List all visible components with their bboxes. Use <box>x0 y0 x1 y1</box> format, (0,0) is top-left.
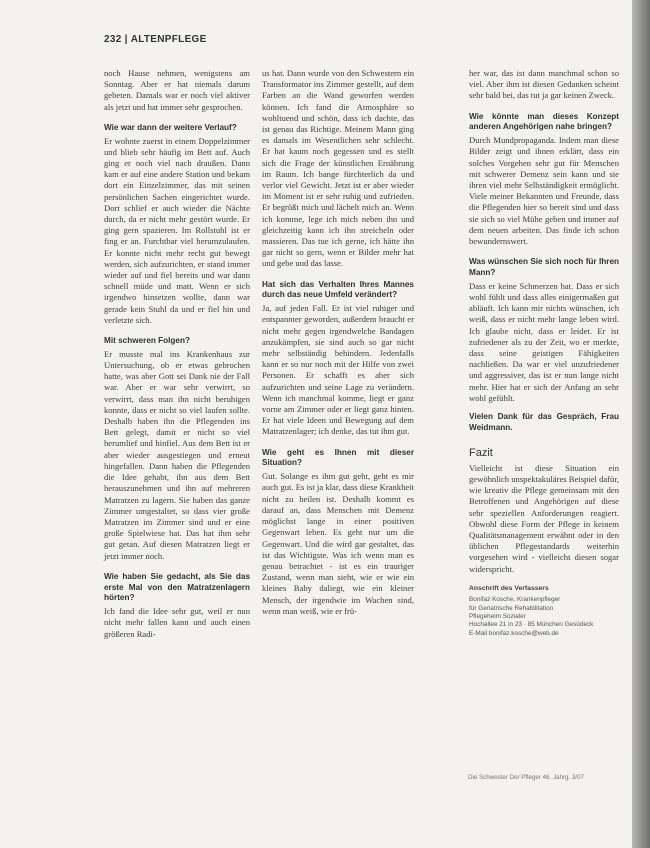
question-heading: Wie haben Sie gedacht, als Sie das erste Mal von den Matratzenlagern hörten? <box>104 571 250 603</box>
paragraph: Dass er keine Schmerzen hat. Dass er sich wohl fühlt und dass alles einigermaßen gut abläuft. Ich kann mir nichts wünschen, ich weiß, dass er nicht mehr lange leben wird. Ich glaube nicht, dass er leidet. Er ist zufriedener als zu der Zeit, wo er merkte, dass seine geistigen Fähigkeiten nachließen. Da war er viel unzufriedener und aggressiver, das ist er nun lange nicht mehr. Hier hat er sich der Anfang an sehr wohl gefühlt. <box>469 280 619 403</box>
paragraph: Ich fand die Idee sehr gut, weil er nun nicht mehr fallen kann und auch einen größeren Radi- <box>104 606 250 639</box>
book-spine-shadow <box>632 0 650 848</box>
author-line: Pflegeheim Sozialer <box>469 612 526 620</box>
author-heading: Anschrift des Verfassers <box>469 584 549 592</box>
column-3 <box>469 68 619 638</box>
question-heading: Mit schweren Folgen? <box>104 336 190 346</box>
column-1 <box>104 68 250 648</box>
question-heading: Was wünschen Sie sich noch für Ihren Mann? <box>469 257 619 278</box>
paragraph: her war, das ist dann manchmal schon so viel. Aber ihm ist diesen Gedanken scheint sehr bald bei, das tut ja gar keinen Zweck. <box>469 68 619 101</box>
author-line: Hochallee 21 in 23 · 85 München Gesüdeck <box>469 621 594 629</box>
paragraph: noch Hause nehmen, wenigstens am Sonntag. Aber er hat niemals darum gebeten. Damals war er noch viel aktiver als jetzt und hat immer sehr gesprochen. <box>104 68 250 112</box>
paragraph: us hat. Dann wurde von den Schwestern ein Transformator ins Zimmer gestellt, auf dem Farben an die Wand geworfen werden können. Ich fand die Atmosphäre so wohltuend und schön, dass ich dachte, das ist genau das Richtige. Meinem Mann ging es damals im Wesentlichen sehr schlecht. Er hat kaum noch gegessen und es stellt sich die Frage der künstlichen Ernährung im Raum. Ich bange fürchterlich da und verlor viel Gewicht. Jetzt ist er aber wieder im Moment ist er sehr ruhig und zufrieden. Er begrüßt mich und lächelt mich an. Wenn ich komme, lege ich mich neben ihn und gleichzeitig kann ich ihn streicheln oder massieren. Das tue ich gerne, ich hätte ihn gar nicht so gern, wenn er Bilder mehr hat und gebe und das lasse. <box>262 68 414 269</box>
page-header <box>104 34 207 45</box>
header-separator: | <box>124 34 128 45</box>
section-title: ALTENPFLEGE <box>130 34 207 45</box>
author-line: Bonifaz Kosche, Krankenpfleger <box>469 596 561 604</box>
paragraph: Ja, auf jeden Fall. Er ist viel ruhiger und entspannter geworden, außerdem braucht er nicht mehr gegen irgendwelche Bandagen anzukämpfen, sie sind auch so gar nicht mehr selbständig behindern. Jedenfalls kann er so nur noch mit der Hilfe von zwei Personen. Er schafft es aber sich aufzurichten und seine Lage zu verändern. Wenn ich manchmal komme, liegt er ganz vorne am Zimmer oder er liegt ganz hinten. Er hat viele Ideen und Bewegung auf dem Matratzenlager; ich denke, das tut ihm gut. <box>262 303 414 437</box>
page-number: 232 <box>104 34 122 45</box>
fazit-heading: Fazit <box>469 446 493 459</box>
column-2 <box>262 68 414 625</box>
paragraph: Er musste mal ins Krankenhaus zur Untersuchung, ob er etwas gebrochen hatte, was aber Gott sei Dank nie der Fall war. Aber er war sehr verwirrt, so verwirrt, dass man ihn nicht beruhigen konnte, dass er nicht so viel laufen sollte. Deshalb haben ihn die Pflegenden ins Bett gelegt, damit er nicht so viel herumlief und hinfiel. Aus dem Bett ist er aber wieder ausgestiegen und erneut hingefallen. Dann haben die Pflegenden die Idee gehabt, ihn aus dem Bett herauszunehmen und ihn auf mehreren Matratzen zu lagern. Sie haben das ganze Zimmer umgestaltet, so dass vier große Matratzen im Zimmer sind und er eine große Spielwiese hat. Das hat ihm sehr gut getan. Auf diesen Matratzen liegt er jetzt immer noch. <box>104 348 250 561</box>
author-line: E-Mail bonifaz.kosche@web.de <box>469 629 559 637</box>
paragraph: Er wohnte zuerst in einem Doppelzimmer und blieb sehr häufig im Bett auf. Auch ging er noch viel nach draußen. Dann kam er auf eine andere Station und bekam dort ein Einzelzimmer, das mit seinen persönlichen Sachen eingerichtet wurde. Dort schlief er auch wieder die Nächte durch, da er nicht mehr gestört wurde. Er ging gern spazieren. Im Rollstuhl ist er fing er an. Furchtbar viel herumzulaufen. Er konnte nicht mehr recht gut bewegt werden, sich aufzurichten, er stand immer wieder auf und fiel bereits und war dann schnell müde und matt. Wenn er sich irgendwo hinsetzen wollte, dann war gerade kein Stuhl da und er fiel hin und verletzte sich. <box>104 135 250 325</box>
question-heading: Wie war dann der weitere Verlauf? <box>104 122 237 132</box>
question-heading: Wie könnte man dieses Konzept anderen Angehörigen nahe bringen? <box>469 111 619 132</box>
paragraph: Vielleicht ist diese Situation ein gewöhnlich unspektakuläres Beispiel dafür, wie kreativ die Pflege gemeinsam mit den Betroffenen und Angehörigen auf diese sehr speziellen Anforderungen reagiert. Obwohl diese Form der Pflege in keinem Qualitätsmanagement erwähnt oder in den üblichen Pflegestandards weiterhin vorgesehen wird - vielleicht diesen sogar widerspricht. <box>469 462 620 574</box>
paragraph: Gut. Solange es ihm gut geht, geht es mir auch gut. Es ist ja klar, dass diese Krankheit nicht zu heilen ist. Deshalb kommt es darauf an, dass Menschen mit Demenz möglichst lange in einer positiven Gegenwart leben. Es geht nur um die Gegenwart. Und die wird gar gestaltet, das ist das Wichtigste. Was ich wenn man es genau betrachtet - ist es ein trauriger Zustand, wenn man sieht, wie er wie ein kleines Baby daliegt, wie ein kleiner Mensch, der irgendwie im Wachen sind, wenn man weiß, wie er frü- <box>262 471 414 616</box>
author-line: für Geriatrische Rehabilitation <box>469 604 554 612</box>
page-footer: Die Schwester Der Pfleger 46. Jahrg. 3/07 <box>468 774 584 781</box>
question-heading: Wie geht es Ihnen mit dieser Situation? <box>262 447 414 468</box>
closing-thanks: Vielen Dank für das Gespräch, Frau Weidmann. <box>469 412 619 432</box>
question-heading: Hat sich das Verhalten Ihres Mannes durch das neue Umfeld verändert? <box>262 279 414 300</box>
paragraph: Durch Mundpropaganda. Indem man diese Bilder zeigt und ihnen erklärt, dass ein solches Vorgehen sehr gut für Menschen mit schwerer Demenz sein kann und sie ihren viel mehr Selbständigkeit ermöglicht. Viele meiner Bekannten und Freunde, dass die Pflegenden hier so bereit sind und dass sie sich so viel Mühe geben und immer auf dem neuen arbeiten. Das finde ich schon bewundernswert. <box>469 135 619 247</box>
